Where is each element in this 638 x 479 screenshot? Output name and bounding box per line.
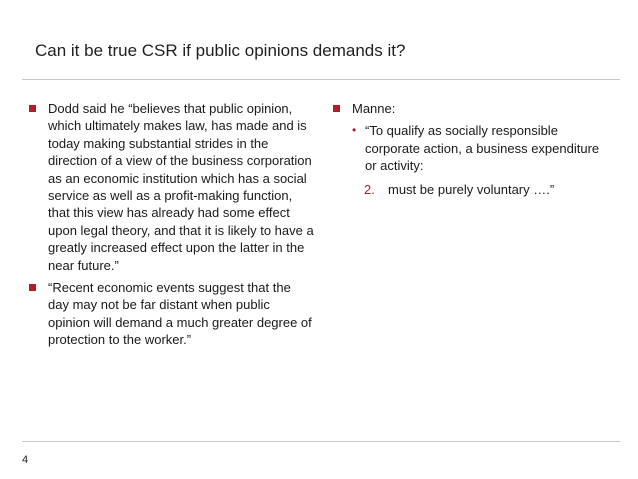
left-column: [29, 100, 314, 354]
sub-bullet-text: “To qualify as socially responsible corporate action, a business expenditure or activity:: [365, 123, 600, 174]
bullet-text: “Recent economic events suggest that the day may not be far distant when public opinion will demand a much greater degree of protection to the worker.”: [48, 280, 312, 348]
slide-title: Can it be true CSR if public opinions demands it?: [35, 41, 406, 60]
title-divider: [22, 79, 620, 80]
bullet-item: [333, 100, 603, 117]
numbered-item: [333, 181, 603, 198]
bullet-text: Dodd said he “believes that public opinion, which ultimately makes law, has made and is today making substantial strides in the direction of a view of the business corporation as an economic institution which has a social service as well as a profit-making function, that this view has already had some effect upon legal theory, and that it is likely to have a greatly increased effect upon the latter in the near future.”: [48, 101, 314, 273]
sub-bullet-item: [333, 122, 603, 174]
square-bullet-icon: [29, 284, 36, 291]
numbered-item-text: must be purely voluntary ….”: [388, 181, 555, 197]
square-bullet-icon: [333, 105, 340, 112]
footer-divider: [22, 441, 620, 442]
page-number: 4: [22, 454, 29, 466]
bullet-item: [29, 100, 314, 274]
number-marker: 2.: [364, 181, 375, 197]
dot-bullet-icon: •: [352, 123, 357, 138]
bullet-item: [29, 279, 314, 349]
right-column: [333, 100, 603, 198]
square-bullet-icon: [29, 105, 36, 112]
bullet-text: Manne:: [352, 101, 396, 116]
